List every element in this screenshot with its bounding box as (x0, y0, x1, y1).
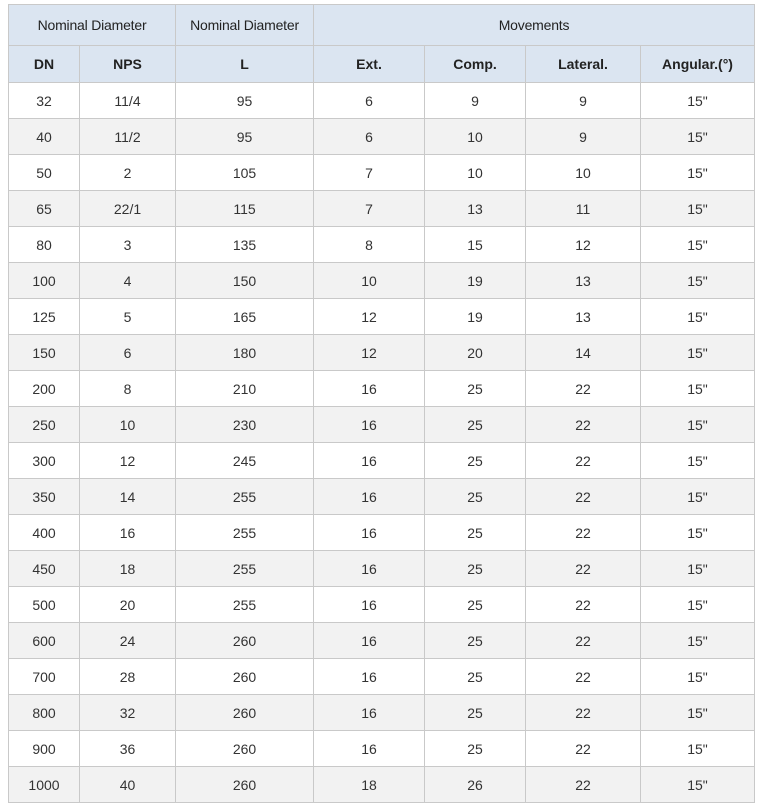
cell-lateral: 10 (526, 155, 641, 191)
header-column-row (9, 46, 755, 83)
cell-ext: 16 (314, 479, 425, 515)
cell-lateral: 22 (526, 443, 641, 479)
cell-nps: 14 (80, 479, 176, 515)
cell-angular: 15" (641, 407, 755, 443)
cell-angular: 15" (641, 299, 755, 335)
cell-l: 255 (176, 479, 314, 515)
cell-angular: 15" (641, 515, 755, 551)
cell-angular: 15" (641, 227, 755, 263)
cell-nps: 10 (80, 407, 176, 443)
cell-dn: 400 (9, 515, 80, 551)
cell-nps: 2 (80, 155, 176, 191)
specifications-table (8, 4, 755, 803)
table-row (9, 551, 755, 587)
cell-nps: 11/4 (80, 83, 176, 119)
cell-l: 260 (176, 767, 314, 803)
cell-comp: 9 (425, 83, 526, 119)
cell-nps: 3 (80, 227, 176, 263)
table-row (9, 155, 755, 191)
cell-angular: 15" (641, 623, 755, 659)
table-row (9, 479, 755, 515)
cell-comp: 19 (425, 263, 526, 299)
cell-comp: 25 (425, 515, 526, 551)
cell-ext: 16 (314, 731, 425, 767)
cell-l: 260 (176, 623, 314, 659)
cell-dn: 65 (9, 191, 80, 227)
column-header-angular: Angular.(°) (641, 46, 755, 83)
table-row (9, 299, 755, 335)
cell-angular: 15" (641, 551, 755, 587)
cell-angular: 15" (641, 443, 755, 479)
cell-ext: 8 (314, 227, 425, 263)
table-header (9, 5, 755, 83)
cell-ext: 7 (314, 191, 425, 227)
cell-nps: 22/1 (80, 191, 176, 227)
cell-comp: 25 (425, 551, 526, 587)
cell-nps: 40 (80, 767, 176, 803)
cell-ext: 6 (314, 119, 425, 155)
cell-angular: 15" (641, 767, 755, 803)
cell-comp: 26 (425, 767, 526, 803)
cell-l: 260 (176, 731, 314, 767)
cell-comp: 25 (425, 587, 526, 623)
table-row (9, 263, 755, 299)
table-row (9, 587, 755, 623)
cell-ext: 12 (314, 335, 425, 371)
cell-dn: 80 (9, 227, 80, 263)
group-header-nominal-diameter-length: Nominal Diameter (176, 5, 314, 46)
cell-dn: 125 (9, 299, 80, 335)
group-header-movements: Movements (314, 5, 755, 46)
specifications-table-container (8, 4, 755, 803)
cell-l: 95 (176, 83, 314, 119)
cell-lateral: 22 (526, 587, 641, 623)
cell-comp: 15 (425, 227, 526, 263)
cell-comp: 20 (425, 335, 526, 371)
table-row (9, 227, 755, 263)
table-row (9, 767, 755, 803)
cell-lateral: 11 (526, 191, 641, 227)
cell-nps: 8 (80, 371, 176, 407)
cell-angular: 15" (641, 119, 755, 155)
cell-nps: 16 (80, 515, 176, 551)
cell-lateral: 22 (526, 767, 641, 803)
cell-comp: 10 (425, 119, 526, 155)
table-row (9, 515, 755, 551)
cell-dn: 50 (9, 155, 80, 191)
cell-dn: 150 (9, 335, 80, 371)
cell-dn: 600 (9, 623, 80, 659)
cell-dn: 800 (9, 695, 80, 731)
cell-ext: 7 (314, 155, 425, 191)
cell-angular: 15" (641, 695, 755, 731)
cell-ext: 12 (314, 299, 425, 335)
cell-lateral: 12 (526, 227, 641, 263)
cell-lateral: 13 (526, 299, 641, 335)
cell-l: 245 (176, 443, 314, 479)
cell-ext: 16 (314, 407, 425, 443)
cell-lateral: 13 (526, 263, 641, 299)
cell-lateral: 22 (526, 695, 641, 731)
column-header-ext: Ext. (314, 46, 425, 83)
cell-comp: 13 (425, 191, 526, 227)
cell-lateral: 22 (526, 479, 641, 515)
cell-lateral: 9 (526, 119, 641, 155)
cell-dn: 350 (9, 479, 80, 515)
column-header-lateral: Lateral. (526, 46, 641, 83)
cell-comp: 25 (425, 659, 526, 695)
cell-angular: 15" (641, 335, 755, 371)
cell-ext: 16 (314, 587, 425, 623)
cell-dn: 300 (9, 443, 80, 479)
cell-dn: 40 (9, 119, 80, 155)
cell-nps: 4 (80, 263, 176, 299)
cell-dn: 500 (9, 587, 80, 623)
cell-dn: 700 (9, 659, 80, 695)
cell-comp: 25 (425, 371, 526, 407)
cell-lateral: 14 (526, 335, 641, 371)
cell-lateral: 22 (526, 515, 641, 551)
cell-nps: 32 (80, 695, 176, 731)
cell-comp: 25 (425, 731, 526, 767)
table-row (9, 119, 755, 155)
column-header-comp: Comp. (425, 46, 526, 83)
cell-l: 210 (176, 371, 314, 407)
cell-dn: 100 (9, 263, 80, 299)
group-header-nominal-diameter: Nominal Diameter (9, 5, 176, 46)
cell-l: 260 (176, 659, 314, 695)
cell-angular: 15" (641, 83, 755, 119)
cell-ext: 16 (314, 371, 425, 407)
cell-lateral: 22 (526, 551, 641, 587)
cell-lateral: 22 (526, 623, 641, 659)
table-row (9, 371, 755, 407)
table-body (9, 83, 755, 803)
cell-dn: 200 (9, 371, 80, 407)
cell-l: 255 (176, 515, 314, 551)
cell-nps: 24 (80, 623, 176, 659)
cell-angular: 15" (641, 191, 755, 227)
table-row (9, 83, 755, 119)
cell-lateral: 22 (526, 659, 641, 695)
cell-angular: 15" (641, 263, 755, 299)
table-row (9, 407, 755, 443)
cell-ext: 18 (314, 767, 425, 803)
cell-ext: 16 (314, 623, 425, 659)
cell-angular: 15" (641, 371, 755, 407)
cell-lateral: 22 (526, 407, 641, 443)
cell-dn: 450 (9, 551, 80, 587)
cell-dn: 900 (9, 731, 80, 767)
cell-comp: 10 (425, 155, 526, 191)
cell-lateral: 22 (526, 371, 641, 407)
cell-l: 165 (176, 299, 314, 335)
cell-angular: 15" (641, 659, 755, 695)
cell-l: 260 (176, 695, 314, 731)
table-row (9, 335, 755, 371)
cell-ext: 16 (314, 695, 425, 731)
cell-comp: 25 (425, 443, 526, 479)
cell-ext: 16 (314, 515, 425, 551)
cell-l: 135 (176, 227, 314, 263)
table-row (9, 731, 755, 767)
cell-angular: 15" (641, 587, 755, 623)
cell-l: 115 (176, 191, 314, 227)
cell-nps: 28 (80, 659, 176, 695)
header-group-row (9, 5, 755, 46)
cell-l: 150 (176, 263, 314, 299)
cell-l: 255 (176, 587, 314, 623)
cell-angular: 15" (641, 731, 755, 767)
cell-nps: 11/2 (80, 119, 176, 155)
table-row (9, 623, 755, 659)
table-row (9, 695, 755, 731)
cell-ext: 6 (314, 83, 425, 119)
cell-dn: 32 (9, 83, 80, 119)
cell-ext: 16 (314, 443, 425, 479)
cell-l: 230 (176, 407, 314, 443)
cell-comp: 25 (425, 479, 526, 515)
cell-nps: 12 (80, 443, 176, 479)
column-header-l: L (176, 46, 314, 83)
cell-comp: 19 (425, 299, 526, 335)
cell-comp: 25 (425, 407, 526, 443)
cell-dn: 250 (9, 407, 80, 443)
cell-angular: 15" (641, 479, 755, 515)
cell-nps: 18 (80, 551, 176, 587)
cell-comp: 25 (425, 695, 526, 731)
cell-lateral: 9 (526, 83, 641, 119)
cell-lateral: 22 (526, 731, 641, 767)
cell-l: 255 (176, 551, 314, 587)
column-header-dn: DN (9, 46, 80, 83)
cell-nps: 5 (80, 299, 176, 335)
cell-ext: 16 (314, 659, 425, 695)
cell-nps: 36 (80, 731, 176, 767)
cell-dn: 1000 (9, 767, 80, 803)
cell-ext: 10 (314, 263, 425, 299)
cell-nps: 6 (80, 335, 176, 371)
table-row (9, 659, 755, 695)
table-row (9, 191, 755, 227)
cell-nps: 20 (80, 587, 176, 623)
cell-l: 95 (176, 119, 314, 155)
cell-comp: 25 (425, 623, 526, 659)
table-row (9, 443, 755, 479)
column-header-nps: NPS (80, 46, 176, 83)
cell-l: 180 (176, 335, 314, 371)
cell-ext: 16 (314, 551, 425, 587)
cell-angular: 15" (641, 155, 755, 191)
cell-l: 105 (176, 155, 314, 191)
